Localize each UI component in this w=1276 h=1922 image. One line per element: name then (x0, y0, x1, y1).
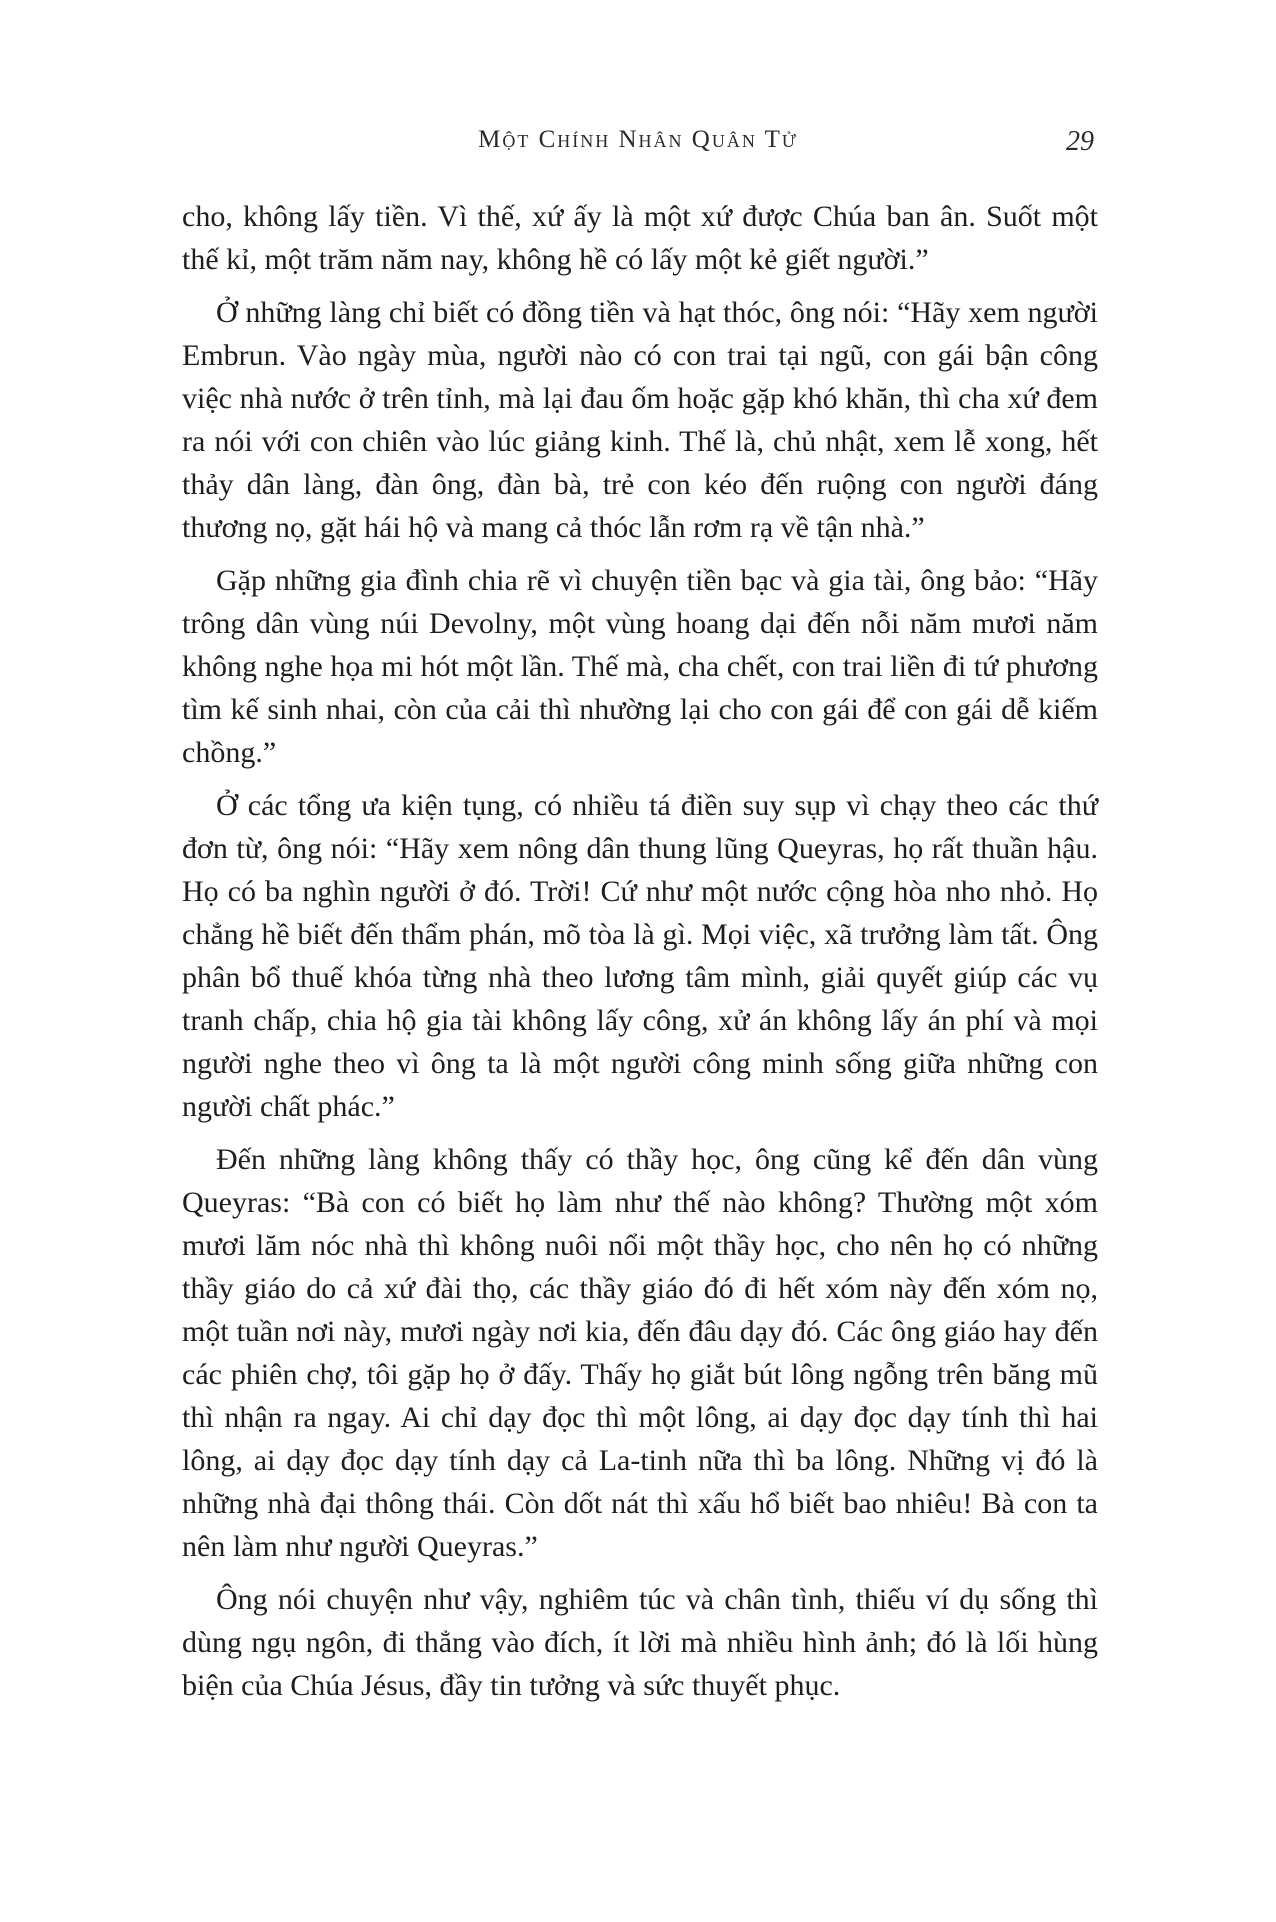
paragraph: Đến những làng không thấy có thầy học, ông cũng kể đến dân vùng Queyras: “Bà con có biết họ làm như thế nào không? Thường một xóm mươi lăm nóc nhà thì không nuôi nổi một thầy học, cho nên họ có những thầy giáo do cả xứ đài thọ, các thầy giáo đó đi hết xóm này đến xóm nọ, một tuần nơi này, mươi ngày nơi kia, đến đâu dạy đó. Các ông giáo hay đến các phiên chợ, tôi gặp họ ở đấy. Thấy họ giắt bút lông ngỗng trên băng mũ thì nhận ra ngay. Ai chỉ dạy đọc thì một lông, ai dạy đọc dạy tính thì hai lông, ai dạy đọc dạy tính dạy cả La-tinh nữa thì ba lông. Những vị đó là những nhà đại thông thái. Còn dốt nát thì xấu hổ biết bao nhiêu! Bà con ta nên làm như người Queyras.” (182, 1143, 1098, 1563)
paragraph: Gặp những gia đình chia rẽ vì chuyện tiền bạc và gia tài, ông bảo: “Hãy trông dân vùng núi Devolny, một vùng hoang dại đến nỗi năm mươi năm không nghe họa mi hót một lần. Thế mà, cha chết, con trai liền đi tứ phương tìm kế sinh nhai, còn của cải thì nhường lại cho con gái để con gái dễ kiếm chồng.” (182, 564, 1098, 769)
running-header (182, 126, 1094, 166)
paragraph: Ông nói chuyện như vậy, nghiêm túc và chân tình, thiếu ví dụ sống thì dùng ngụ ngôn, đi thẳng vào đích, ít lời mà nhiều hình ảnh; đó là lối hùng biện của Chúa Jésus, đầy tin tưởng và sức thuyết phục. (182, 1583, 1098, 1702)
paragraph: cho, không lấy tiền. Vì thế, xứ ấy là một xứ được Chúa ban ân. Suốt một thế kỉ, một trăm năm nay, không hề có lấy một kẻ giết người.” (182, 200, 1098, 276)
page-number: 29 (1066, 126, 1094, 157)
paragraph: Ở những làng chỉ biết có đồng tiền và hạt thóc, ông nói: “Hãy xem người Embrun. Vào ngày mùa, người nào có con trai tại ngũ, con gái bận công việc nhà nước ở trên tỉnh, mà lại đau ốm hoặc gặp khó khăn, thì cha xứ đem ra nói với con chiên vào lúc giảng kinh. Thế là, chủ nhật, xem lễ xong, hết thảy dân làng, đàn ông, đàn bà, trẻ con kéo đến ruộng con người đáng thương nọ, gặt hái hộ và mang cả thóc lẫn rơm rạ về tận nhà.” (182, 296, 1098, 544)
body-text (182, 195, 1098, 1717)
paragraph: Ở các tổng ưa kiện tụng, có nhiều tá điền suy sụp vì chạy theo các thứ đơn từ, ông nói: “Hãy xem nông dân thung lũng Queyras, họ rất thuần hậu. Họ có ba nghìn người ở đó. Trời! Cứ như một nước cộng hòa nho nhỏ. Họ chẳng hề biết đến thẩm phán, mõ tòa là gì. Mọi việc, xã trưởng làm tất. Ông phân bổ thuế khóa từng nhà theo lương tâm mình, giải quyết giúp các vụ tranh chấp, chia hộ gia tài không lấy công, xử án không lấy án phí và mọi người nghe theo vì ông ta là một người công minh sống giữa những con người chất phác.” (182, 789, 1098, 1123)
running-title: Một Chính Nhân Quân Tử (478, 126, 798, 153)
